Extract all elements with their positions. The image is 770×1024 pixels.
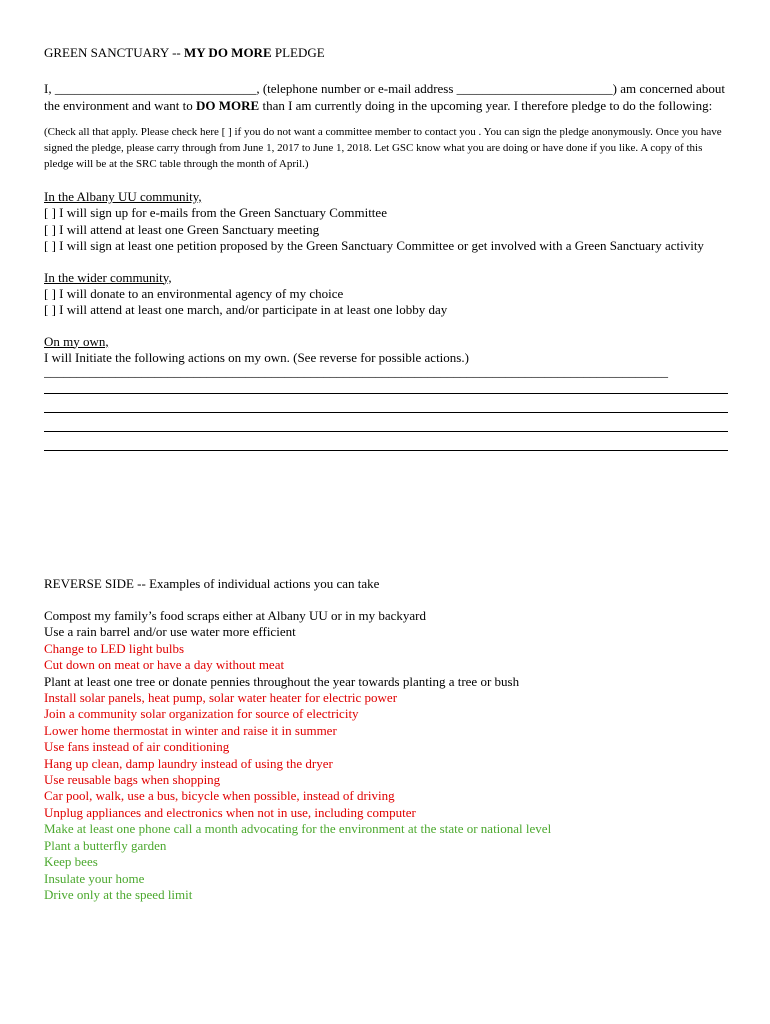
writing-line[interactable]: [44, 450, 728, 451]
writing-line[interactable]: [44, 431, 728, 432]
intro-part2: than I am currently doing in the upcoming year. I therefore pledge to do the following:: [259, 98, 713, 113]
action-item: Compost my family’s food scraps either at Albany UU or in my backyard: [44, 608, 426, 623]
action-item: Keep bees: [44, 854, 98, 870]
action-item: Cut down on meat or have a day without meat: [44, 657, 285, 673]
pledge-item-meeting[interactable]: [ ] I will attend at least one Green Sanctuary meeting: [44, 221, 320, 237]
action-item: Use fans instead of air conditioning: [44, 739, 230, 755]
section-own: [44, 333, 730, 481]
section-heading: On my own,: [44, 333, 109, 349]
section-heading: In the wider community,: [44, 269, 172, 285]
title-suffix: PLEDGE: [271, 45, 325, 60]
action-item: Change to LED light bulbs: [44, 640, 185, 656]
writing-lines[interactable]: [44, 381, 730, 481]
action-item: Install solar panels, heat pump, solar water heater for electric power: [44, 690, 398, 706]
action-item: Drive only at the speed limit: [44, 886, 193, 902]
section-heading: In the Albany UU community,: [44, 189, 202, 204]
action-item: Use reusable bags when shopping: [44, 772, 221, 788]
pledge-item-donate[interactable]: [ ] I will donate to an environmental agency of my choice: [44, 285, 344, 301]
writing-line[interactable]: [44, 412, 728, 413]
section-albany: [44, 188, 730, 255]
section-wider: [44, 269, 730, 319]
intro-part1: I, _______________________________, (telephone number or e-mail address ________________________) am concerned about the environment and want to: [44, 81, 725, 113]
action-item: Join a community solar organization for source of electricity: [44, 706, 359, 722]
intro-paragraph: [44, 80, 730, 114]
pledge-form: [44, 44, 730, 481]
action-item: Plant a butterfly garden: [44, 837, 167, 853]
reverse-heading: REVERSE SIDE -- Examples of individual actions you can take: [44, 576, 380, 591]
title-prefix: GREEN SANCTUARY --: [44, 45, 184, 60]
action-list: [44, 608, 730, 903]
title-bold: MY DO MORE: [184, 45, 272, 60]
writing-line[interactable]: [44, 393, 728, 394]
action-item: Car pool, walk, use a bus, bicycle when possible, instead of driving: [44, 788, 395, 804]
action-item: Use a rain barrel and/or use water more efficient: [44, 624, 296, 640]
intro-bold: DO MORE: [196, 98, 260, 113]
reverse-side: [44, 575, 730, 903]
page-title: [44, 44, 730, 62]
action-item: Insulate your home: [44, 870, 145, 886]
action-item: Hang up clean, damp laundry instead of using the dryer: [44, 755, 333, 771]
pledge-item-petition[interactable]: [ ] I will sign at least one petition proposed by the Green Sanctuary Committee or get involved with a Green Sanctuary activity: [44, 238, 704, 253]
action-item: Unplug appliances and electronics when not in use, including computer: [44, 804, 416, 820]
pledge-item-emails[interactable]: [ ] I will sign up for e-mails from the Green Sanctuary Committee: [44, 205, 387, 220]
instructions-note: (Check all that apply. Please check here [ ] if you do not want a committee member to contact you . You can sign the pledge anonymously. Once you have signed the pledge, please carry through from June 1, 2017 to June 1, 2018. Let GSC know what you are doing or have done if you like. A copy of this pledge will be at the SRC table through the month of April.): [44, 126, 722, 170]
own-actions-text: I will Initiate the following actions on my own. (See reverse for possible actions.): [44, 349, 469, 365]
action-item: Plant at least one tree or donate pennies throughout the year towards planting a tree or bush: [44, 673, 520, 689]
own-actions-blank-line[interactable]: ________________________________________________________________________________________________: [44, 364, 668, 379]
pledge-item-march[interactable]: [ ] I will attend at least one march, and/or participate in at least one lobby day: [44, 302, 448, 317]
action-item: Make at least one phone call a month advocating for the environment at the state or national level: [44, 821, 552, 837]
action-item: Lower home thermostat in winter and raise it in summer: [44, 722, 337, 738]
